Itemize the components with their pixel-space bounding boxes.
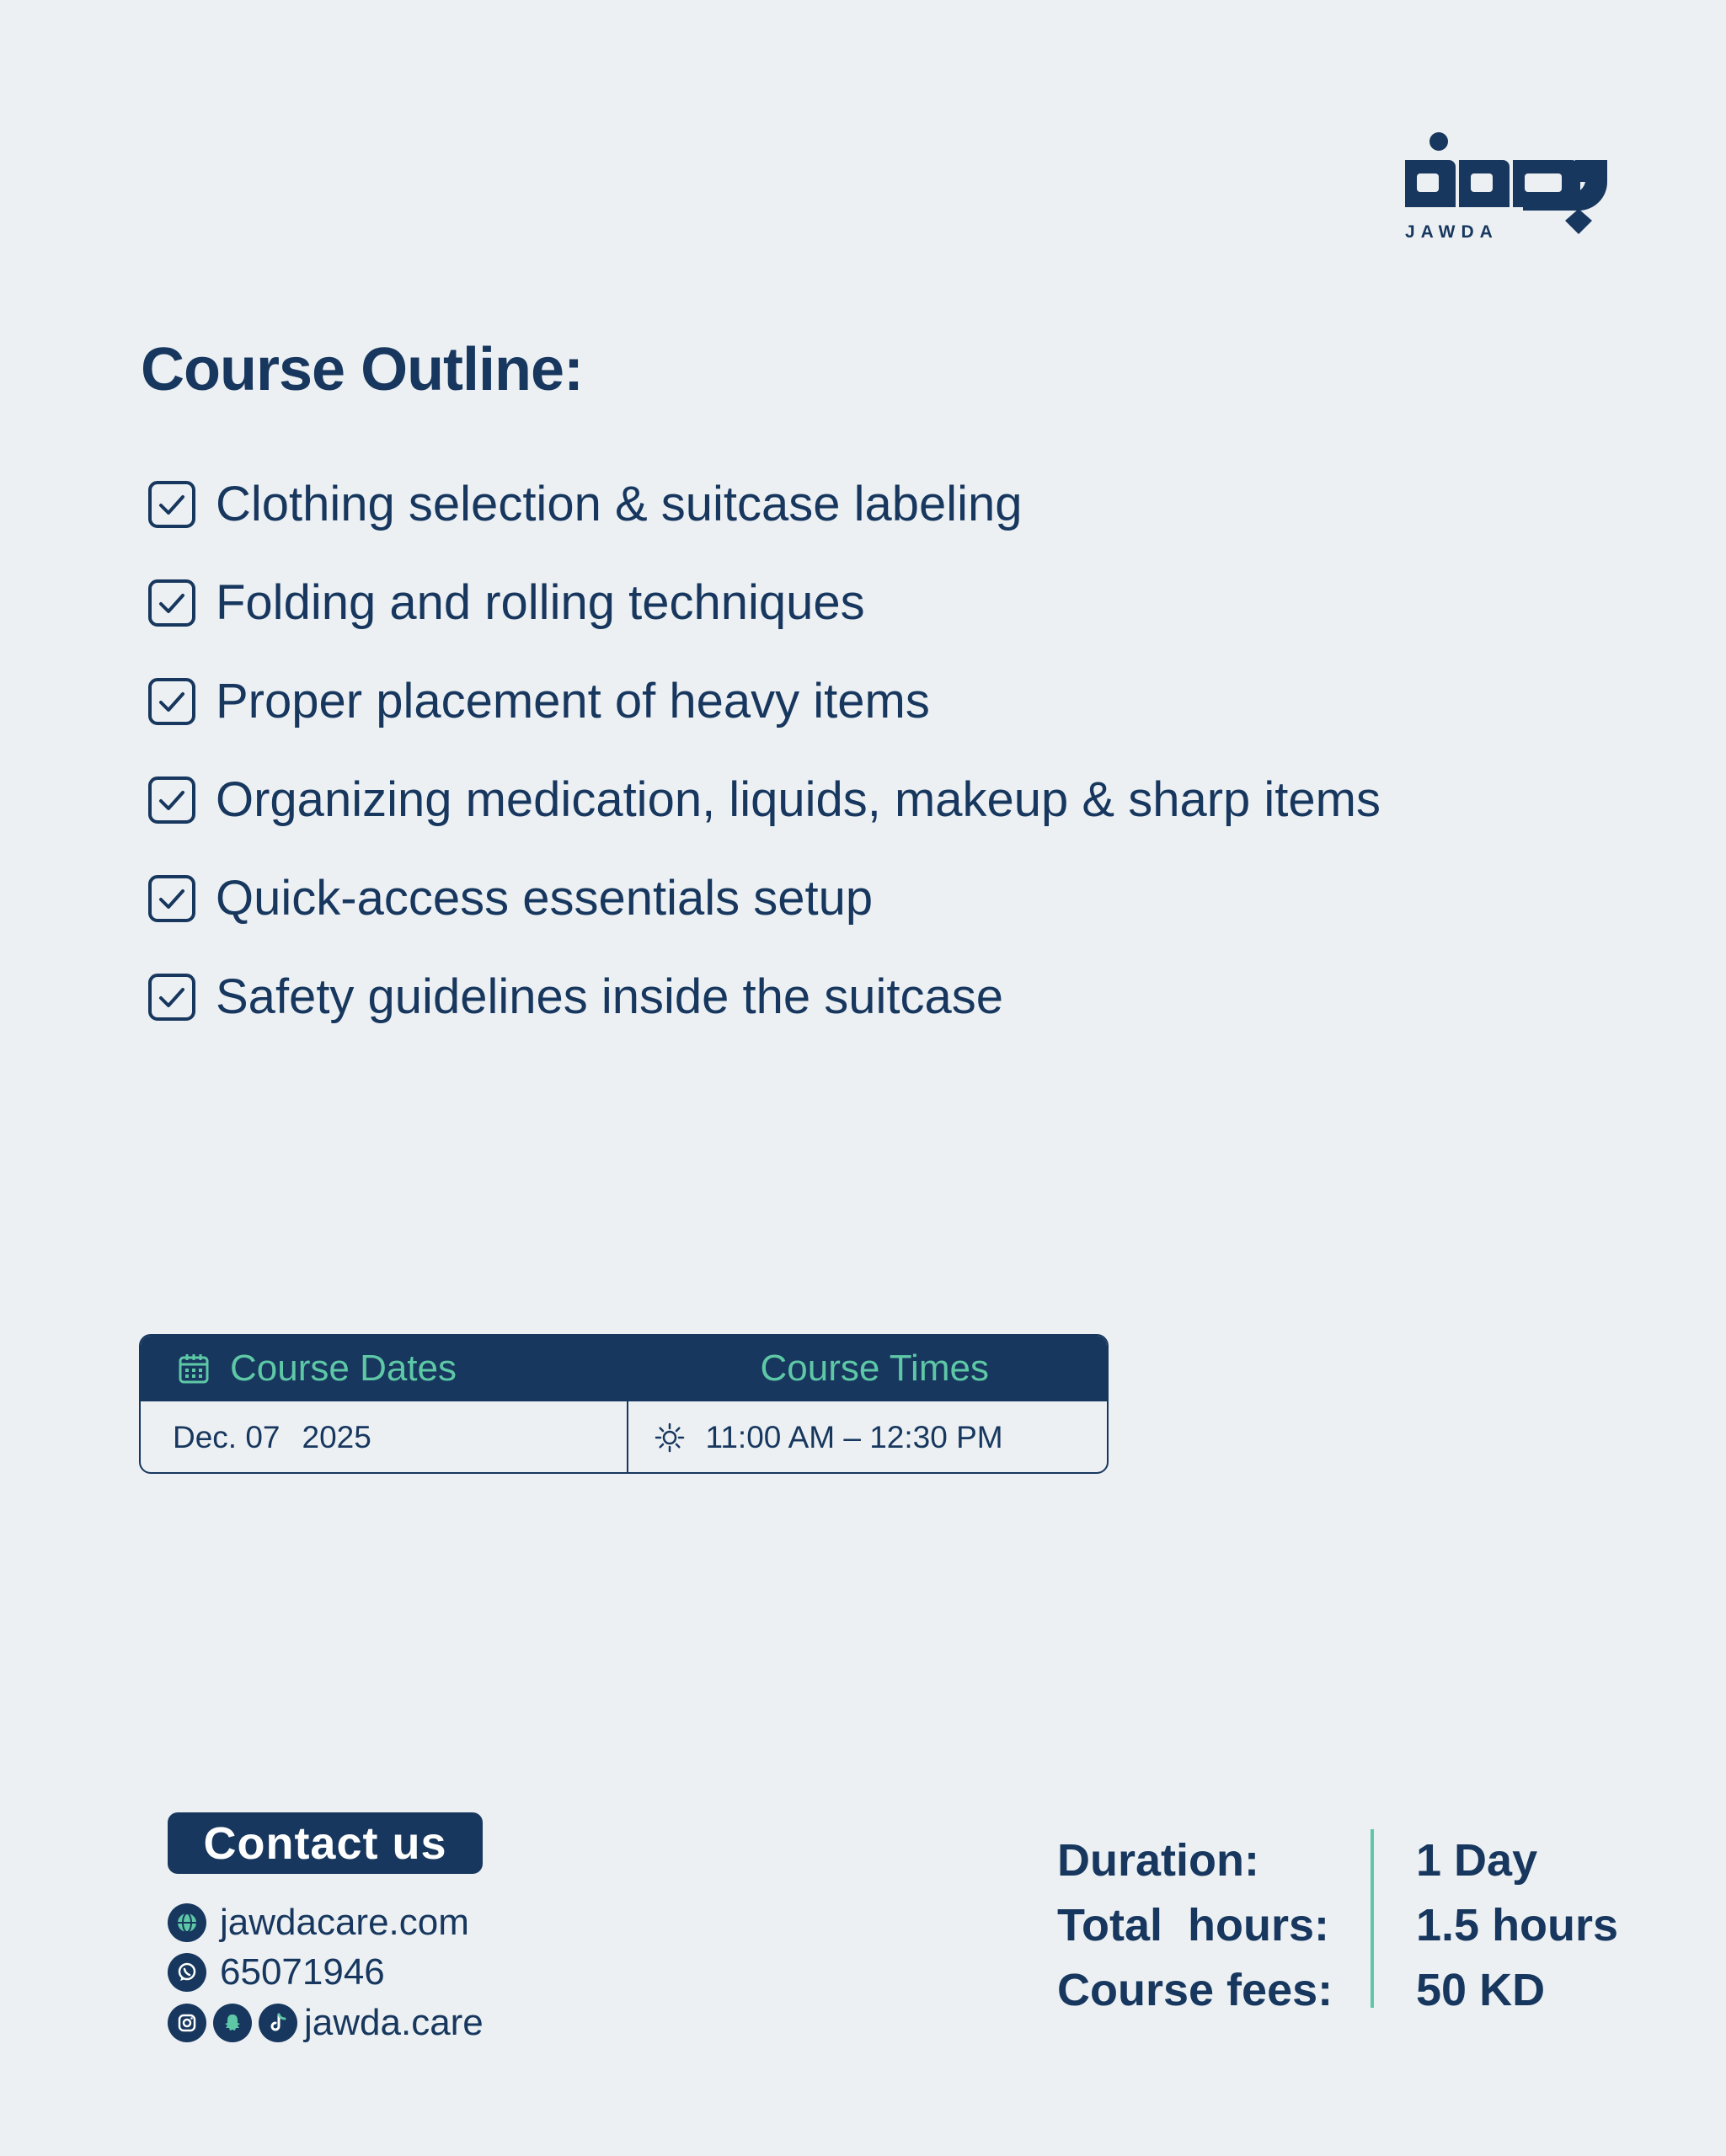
- list-item: [147, 652, 1381, 750]
- instagram-icon: [168, 2004, 206, 2042]
- checkbox-checked-icon: [147, 873, 197, 924]
- total-hours-row: [1057, 1892, 1618, 1957]
- list-item: [147, 947, 1381, 1046]
- total-hours-label: Total hours:: [1057, 1899, 1329, 1951]
- list-item: [147, 455, 1381, 553]
- logo-wordmark: JAWDA: [1405, 222, 1499, 242]
- list-item: [147, 750, 1381, 849]
- whatsapp-link[interactable]: [168, 1951, 385, 1993]
- course-date-year: 2025: [302, 1420, 371, 1454]
- course-dates-label: Course Dates: [230, 1348, 457, 1389]
- course-dates-header: [141, 1336, 643, 1401]
- outline-item-text: Folding and rolling techniques: [216, 575, 865, 630]
- website-link[interactable]: [168, 1902, 469, 1944]
- whatsapp-icon: [168, 1953, 206, 1992]
- course-fees-value: 50 KD: [1416, 1964, 1546, 2015]
- website-text: jawdacare.com: [220, 1902, 469, 1943]
- course-details: [1057, 1828, 1618, 2022]
- course-date-cell: [141, 1401, 628, 1474]
- checkbox-checked-icon: [147, 676, 197, 727]
- checkbox-checked-icon: [147, 972, 197, 1022]
- duration-value: 1 Day: [1416, 1834, 1538, 1886]
- outline-item-text: Organizing medication, liquids, makeup & sharp items: [216, 772, 1381, 827]
- total-hours-value: 1.5 hours: [1416, 1899, 1619, 1951]
- schedule-header: [141, 1336, 1107, 1401]
- globe-icon: [168, 1903, 206, 1942]
- list-item: [147, 849, 1381, 947]
- course-fees-label: Course fees:: [1057, 1964, 1333, 2015]
- checkbox-checked-icon: [147, 578, 197, 628]
- schedule-table: [139, 1334, 1109, 1474]
- course-date-day: Dec. 07: [173, 1420, 281, 1454]
- duration-label: Duration:: [1057, 1834, 1259, 1886]
- details-divider: [1371, 1829, 1374, 2008]
- outline-item-text: Safety guidelines inside the suitcase: [216, 969, 1004, 1024]
- checkbox-checked-icon: [147, 775, 197, 825]
- outline-item-text: Quick-access essentials setup: [216, 871, 874, 926]
- whatsapp-number: 65071946: [220, 1951, 385, 1993]
- contact-us-badge: Contact us: [168, 1812, 483, 1874]
- course-time-value: 11:00 AM – 12:30 PM: [705, 1420, 1003, 1454]
- duration-row: [1057, 1828, 1618, 1892]
- social-handle-link[interactable]: [168, 2002, 484, 2044]
- tiktok-icon: [259, 2004, 297, 2042]
- course-times-label: Course Times: [760, 1348, 989, 1389]
- course-outline-list: [147, 455, 1381, 1046]
- list-item: [147, 553, 1381, 652]
- outline-item-text: Proper placement of heavy items: [216, 674, 930, 728]
- course-times-header: [643, 1336, 1108, 1401]
- course-fees-row: [1057, 1957, 1618, 2022]
- course-outline-title: Course Outline:: [141, 336, 584, 403]
- snapchat-icon: [213, 2004, 252, 2042]
- calendar-icon: [178, 1353, 210, 1385]
- sun-icon: [654, 1422, 686, 1454]
- checkbox-checked-icon: [147, 479, 197, 530]
- outline-item-text: Clothing selection & suitcase labeling: [216, 477, 1023, 531]
- social-handle-text: jawda.care: [304, 2002, 484, 2043]
- course-time-cell: [628, 1401, 1108, 1474]
- schedule-row: [141, 1401, 1107, 1474]
